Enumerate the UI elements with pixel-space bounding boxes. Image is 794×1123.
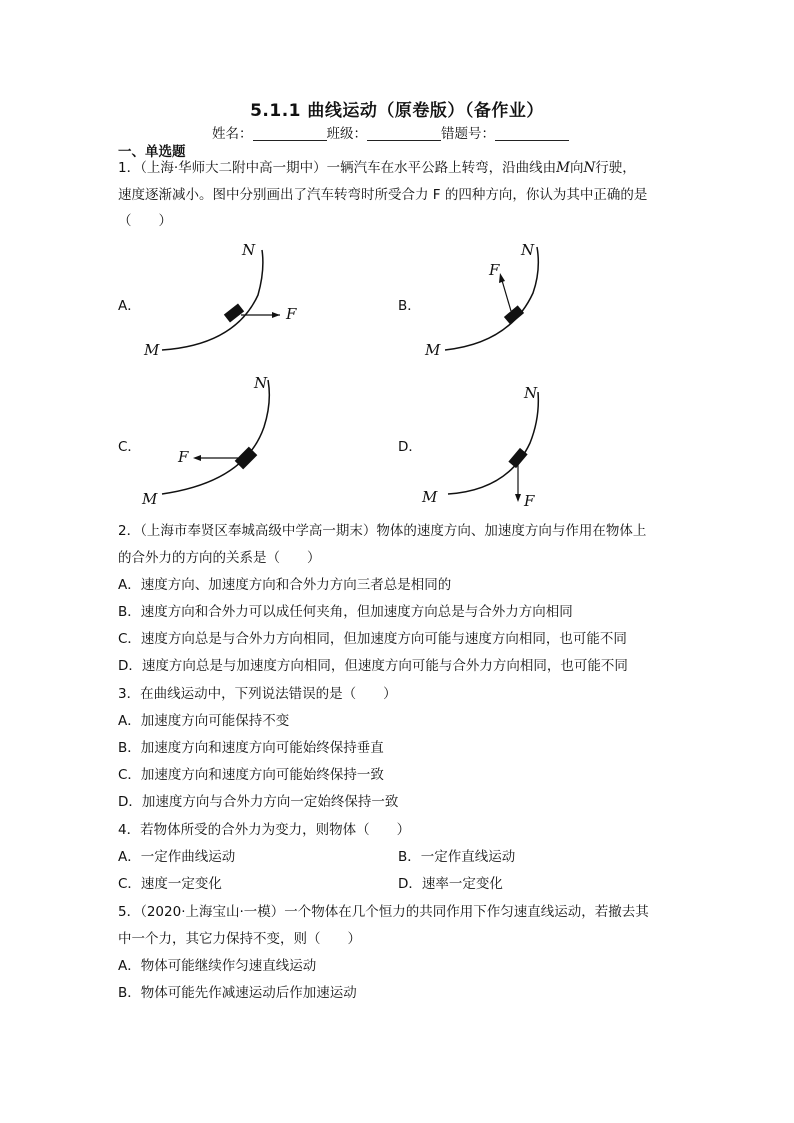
force-arrowhead	[272, 312, 280, 318]
q1-text: 1．（上海·华师大二附中高一期中）一辆汽车在水平公路上转弯，沿曲线由	[118, 160, 557, 176]
q5-option-b[interactable]: B．物体可能先作减速运动后作加速运动	[118, 985, 357, 1001]
q1-var-n: N	[583, 160, 596, 176]
q1-stem-line-3: （ ）	[118, 213, 172, 229]
class-blank[interactable]	[367, 126, 441, 141]
q1-option-a-diagram	[140, 235, 320, 360]
q4-option-a[interactable]: A．一定作曲线运动	[118, 849, 236, 865]
label-m: M	[142, 490, 158, 508]
q1-option-c-label[interactable]: C．	[118, 439, 141, 455]
curve-path	[448, 392, 538, 494]
q5-stem-line-2: 中一个力，其它力保持不变，则（ ）	[118, 931, 361, 947]
q1-option-b-label[interactable]: B．	[398, 298, 421, 314]
q3-option-b[interactable]: B．加速度方向和速度方向可能始终保持垂直	[118, 740, 384, 756]
q4-option-d[interactable]: D．速率一定变化	[398, 876, 503, 892]
car-block	[235, 447, 258, 470]
q2-option-c[interactable]: C．速度方向总是与合外力方向相同，但加速度方向可能与速度方向相同，也可能不同	[118, 631, 627, 647]
q3-stem: 3．在曲线运动中，下列说法错误的是（ ）	[118, 686, 397, 702]
name-blank[interactable]	[253, 126, 327, 141]
car-block	[504, 305, 524, 324]
label-f: F	[524, 492, 535, 510]
page-title: 5.1.1 曲线运动（原卷版）（备作业）	[250, 101, 544, 121]
wrong-question-label: 错题号：	[441, 126, 495, 142]
section-heading: 一、单选题	[118, 144, 186, 160]
q4-option-b[interactable]: B．一定作直线运动	[398, 849, 516, 865]
q1-stem-line-2: 速度逐渐减小。图中分别画出了汽车转弯时所受合力 F 的四种方向，你认为其中正确的是	[118, 187, 648, 203]
q3-option-c[interactable]: C．加速度方向和速度方向可能始终保持一致	[118, 767, 384, 783]
wrong-question-blank[interactable]	[495, 126, 569, 141]
q1-text-mid: 向	[569, 160, 584, 176]
q1-var-m: M	[556, 160, 570, 176]
label-f: F	[286, 305, 297, 323]
q2-option-d[interactable]: D．速度方向总是与加速度方向相同，但速度方向可能与合外力方向相同，也可能不同	[118, 658, 628, 674]
force-arrow-line	[501, 277, 511, 311]
q3-option-a[interactable]: A．加速度方向可能保持不变	[118, 713, 290, 729]
force-arrowhead	[515, 494, 521, 502]
name-label: 姓名：	[212, 126, 253, 142]
q4-stem: 4．若物体所受的合外力为变力，则物体（ ）	[118, 822, 411, 838]
q2-stem-line-2: 的合外力的方向的关系是（ ）	[118, 550, 321, 566]
label-n: N	[254, 374, 268, 392]
q2-stem-line-1: 2．（上海市奉贤区奉城高级中学高一期末）物体的速度方向、加速度方向与作用在物体上	[118, 523, 647, 539]
q5-option-a[interactable]: A．物体可能继续作匀速直线运动	[118, 958, 317, 974]
label-f: F	[489, 261, 500, 279]
q1-stem-line-1	[118, 159, 636, 177]
q1-option-b-diagram	[425, 235, 575, 360]
student-info-line	[212, 122, 569, 142]
q4-option-c[interactable]: C．速度一定变化	[118, 876, 222, 892]
label-n: N	[521, 241, 535, 259]
label-m: M	[422, 488, 438, 506]
q5-stem-line-1: 5．（2020·上海宝山·一模）一个物体在几个恒力的共同作用下作匀速直线运动，若撤去其	[118, 904, 649, 920]
curve-path	[162, 250, 263, 350]
q1-text-post: 行驶，	[595, 160, 636, 176]
force-arrowhead	[499, 273, 505, 283]
q2-option-a[interactable]: A．速度方向、加速度方向和合外力方向三者总是相同的	[118, 577, 452, 593]
class-label: 班级：	[326, 126, 367, 142]
label-n: N	[524, 384, 538, 402]
curve-path	[162, 380, 269, 494]
label-n: N	[242, 241, 256, 259]
label-m: M	[425, 341, 441, 359]
label-m: M	[144, 341, 160, 359]
q3-option-d[interactable]: D．加速度方向与合外力方向一定始终保持一致	[118, 794, 399, 810]
q1-option-c-diagram	[140, 372, 290, 512]
q1-option-d-label[interactable]: D．	[398, 439, 422, 455]
label-f: F	[178, 448, 189, 466]
q2-option-b[interactable]: B．速度方向和合外力可以成任何夹角，但加速度方向总是与合外力方向相同	[118, 604, 573, 620]
q1-option-a-label[interactable]: A．	[118, 298, 141, 314]
force-arrowhead	[193, 455, 201, 461]
q1-option-d-diagram	[420, 378, 570, 513]
